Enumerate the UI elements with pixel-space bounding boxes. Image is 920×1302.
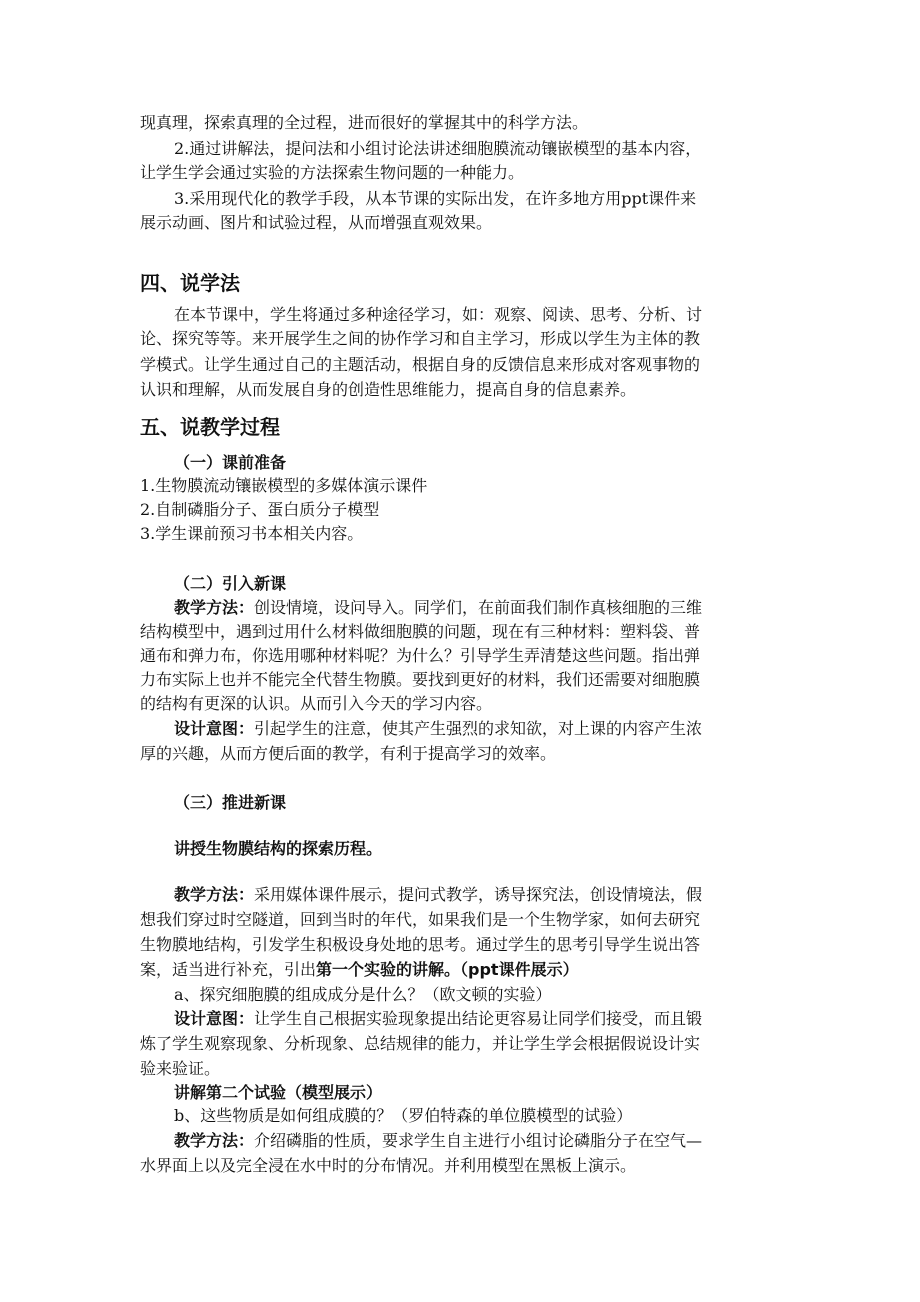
intro-new-method-cont: 力布实际上也并不能完全代替生物膜。要找到更好的材料，我们还需要对细胞膜	[140, 670, 701, 689]
section-4-line: 在本节课中，学生将通过多种途径学习，如：观察、阅读、思考、分析、讨	[174, 305, 703, 324]
intro-new-method-cont: 通布和弹力布，你选用哪种材料呢？为什么？引导学生弄清楚这些问题。指出弹	[140, 646, 701, 665]
intro-new-design-cont: 厚的兴趣，从而方便后面的教学，有利于提高学习的效率。	[140, 744, 557, 763]
section-4-line: 论、探究等等。来开展学生之间的协作学习和自主学习，形成以学生为主体的教	[140, 329, 701, 348]
prep-item: 1.生物膜流动镶嵌模型的多媒体演示课件	[140, 476, 428, 495]
advance-subtitle: 讲授生物膜结构的探索历程。	[174, 839, 383, 858]
intro-line: 现真理，探索真理的全过程，进而很好的掌握其中的科学方法。	[140, 113, 589, 132]
intro-item-3-cont: 展示动画、图片和试验过程，从而增强直观效果。	[140, 213, 493, 232]
second-experiment-heading: 讲解第二个试验（模型展示）	[174, 1083, 383, 1102]
intro-new-design: 设计意图：引起学生的注意，使其产生强烈的求知欲，对上课的内容产生浓	[174, 719, 703, 738]
advance-design-cont: 验来验证。	[140, 1059, 221, 1078]
advance-heading: （三）推进新课	[174, 793, 287, 812]
intro-item-2-cont: 让学生学会通过实验的方法探索生物问题的一种能力。	[140, 163, 525, 182]
section-4-line: 学模式。让学生通过自己的主题活动，根据自身的反馈信息来形成对客观事物的	[140, 355, 701, 374]
prep-item: 3.学生课前预习书本相关内容。	[140, 524, 364, 543]
method-label: 教学方法：	[174, 885, 255, 904]
design-label: 设计意图：	[174, 1009, 255, 1028]
method-label: 教学方法：	[174, 1131, 255, 1150]
intro-new-method-cont: 结构模型中，遇到过用什么材料做细胞膜的问题，现在有三种材料：塑料袋、普	[140, 622, 701, 641]
advance-method-2: 教学方法：介绍磷脂的性质，要求学生自主进行小组讨论磷脂分子在空气—	[174, 1131, 703, 1150]
intro-new-method-cont: 的结构有更深的认识。从而引入今天的学习内容。	[140, 694, 493, 713]
section-4-heading: 四、说学法	[140, 271, 240, 295]
experiment-a: a、探究细胞膜的组成成分是什么？（欧文顿的实验）	[174, 985, 552, 1004]
experiment-b: b、这些物质是如何组成膜的？（罗伯特森的单位膜模型的试验）	[174, 1106, 633, 1125]
advance-design-cont: 炼了学生观察现象、分析现象、总结规律的能力，并让学生学会根据假说设计实	[140, 1034, 701, 1053]
intro-item-3: 3.采用现代化的教学手段，从本节课的实际出发，在许多地方用ppt课件来	[174, 189, 697, 208]
intro-item-2: 2.通过讲解法，提问法和小组讨论法讲述细胞膜流动镶嵌模型的基本内容，	[174, 139, 702, 158]
advance-design: 设计意图：让学生自己根据实验现象提出结论更容易让同学们接受，而且锻	[174, 1009, 703, 1028]
method-label: 教学方法：	[174, 598, 255, 617]
advance-method-cont: 想我们穿过时空隧道，回到当时的年代，如果我们是一个生物学家，如何去研究	[140, 910, 701, 929]
section-5-heading: 五、说教学过程	[140, 415, 280, 439]
prep-heading: （一）课前准备	[174, 453, 287, 472]
advance-method: 教学方法：采用媒体课件展示，提问式教学，诱导探究法，创设情境法，假	[174, 885, 703, 904]
section-4-line: 认识和理解，从而发展自身的创造性思维能力，提高自身的信息素养。	[140, 380, 637, 399]
design-label: 设计意图：	[174, 719, 255, 738]
advance-method-cont: 生物膜地结构，引发学生积极设身处地的思考。通过学生的思考引导学生说出答	[140, 935, 701, 954]
first-experiment-label: 第一个实验的讲解。（ppt课件展示）	[316, 960, 579, 979]
intro-new-method: 教学方法：创设情境，设问导入。同学们，在前面我们制作真核细胞的三维	[174, 598, 703, 617]
advance-method-cont: 案，适当进行补充，引出第一个实验的讲解。（ppt课件展示）	[140, 960, 579, 979]
prep-item: 2.自制磷脂分子、蛋白质分子模型	[140, 500, 380, 519]
advance-method-2-cont: 水界面上以及完全浸在水中时的分布情况。并利用模型在黑板上演示。	[140, 1156, 637, 1175]
intro-new-heading: （二）引入新课	[174, 574, 287, 593]
